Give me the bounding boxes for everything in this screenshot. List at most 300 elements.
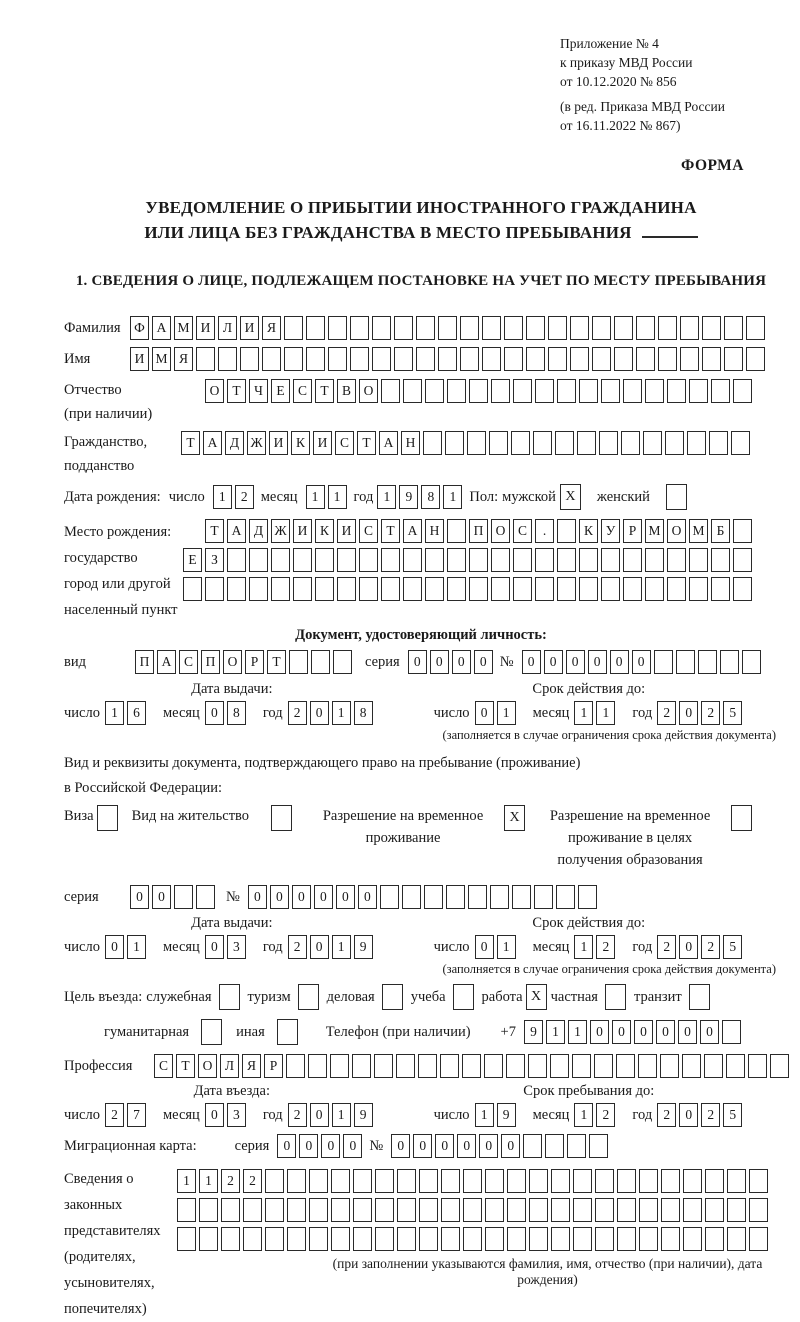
- form-cell[interactable]: 8: [421, 485, 440, 509]
- form-cell[interactable]: [724, 316, 743, 340]
- form-cell[interactable]: [614, 347, 633, 371]
- form-cell[interactable]: [416, 316, 435, 340]
- form-cell[interactable]: [704, 1054, 723, 1078]
- form-cell[interactable]: [645, 379, 664, 403]
- form-cell[interactable]: [507, 1198, 526, 1222]
- form-cell[interactable]: 1: [328, 485, 347, 509]
- birth-place-line2-input[interactable]: [183, 548, 755, 572]
- form-cell[interactable]: [284, 316, 303, 340]
- form-cell[interactable]: 0: [248, 885, 267, 909]
- purpose-transit-checkbox[interactable]: [689, 984, 710, 1010]
- form-cell[interactable]: [491, 548, 510, 572]
- form-cell[interactable]: [381, 577, 400, 601]
- form-cell[interactable]: 1: [568, 1020, 587, 1044]
- form-cell[interactable]: М: [645, 519, 664, 543]
- form-cell[interactable]: 2: [105, 1103, 124, 1127]
- form-cell[interactable]: 1: [177, 1169, 196, 1193]
- form-cell[interactable]: 1: [596, 701, 615, 725]
- form-cell[interactable]: [249, 577, 268, 601]
- form-cell[interactable]: Т: [176, 1054, 195, 1078]
- form-cell[interactable]: [328, 347, 347, 371]
- form-cell[interactable]: [557, 379, 576, 403]
- form-cell[interactable]: С: [513, 519, 532, 543]
- form-cell[interactable]: 1: [306, 485, 325, 509]
- form-cell[interactable]: 5: [723, 701, 742, 725]
- form-cell[interactable]: [742, 650, 761, 674]
- form-cell[interactable]: [394, 347, 413, 371]
- form-cell[interactable]: 0: [408, 650, 427, 674]
- form-cell[interactable]: [447, 519, 466, 543]
- form-cell[interactable]: [594, 1054, 613, 1078]
- form-cell[interactable]: 8: [227, 701, 246, 725]
- form-cell[interactable]: [577, 431, 596, 455]
- form-cell[interactable]: [441, 1169, 460, 1193]
- form-cell[interactable]: [601, 548, 620, 572]
- valid-year-input[interactable]: [657, 701, 745, 725]
- form-cell[interactable]: [689, 548, 708, 572]
- name-input[interactable]: [130, 347, 768, 371]
- form-cell[interactable]: [545, 1134, 564, 1158]
- form-cell[interactable]: [381, 548, 400, 572]
- form-cell[interactable]: 1: [497, 701, 516, 725]
- form-cell[interactable]: Т: [315, 379, 334, 403]
- form-cell[interactable]: 0: [679, 1103, 698, 1127]
- form-cell[interactable]: [667, 379, 686, 403]
- form-cell[interactable]: С: [179, 650, 198, 674]
- form-cell[interactable]: [416, 347, 435, 371]
- form-cell[interactable]: [592, 347, 611, 371]
- form-cell[interactable]: [661, 1169, 680, 1193]
- form-cell[interactable]: [447, 379, 466, 403]
- form-cell[interactable]: [705, 1169, 724, 1193]
- form-cell[interactable]: [617, 1169, 636, 1193]
- form-cell[interactable]: Л: [220, 1054, 239, 1078]
- form-cell[interactable]: [513, 577, 532, 601]
- form-cell[interactable]: 0: [336, 885, 355, 909]
- form-cell[interactable]: [350, 316, 369, 340]
- purpose-private-checkbox[interactable]: [605, 984, 626, 1010]
- form-cell[interactable]: [507, 1227, 526, 1251]
- purpose-business-checkbox[interactable]: [219, 984, 240, 1010]
- form-cell[interactable]: [419, 1198, 438, 1222]
- form-cell[interactable]: [702, 316, 721, 340]
- form-cell[interactable]: 2: [221, 1169, 240, 1193]
- form-cell[interactable]: [535, 577, 554, 601]
- form-cell[interactable]: [359, 577, 378, 601]
- profession-input[interactable]: [154, 1054, 792, 1078]
- form-cell[interactable]: [660, 1054, 679, 1078]
- form-cell[interactable]: [661, 1198, 680, 1222]
- form-cell[interactable]: [665, 431, 684, 455]
- form-cell[interactable]: Т: [227, 379, 246, 403]
- form-cell[interactable]: [639, 1227, 658, 1251]
- form-cell[interactable]: [352, 1054, 371, 1078]
- form-cell[interactable]: О: [491, 519, 510, 543]
- form-cell[interactable]: [353, 1169, 372, 1193]
- form-cell[interactable]: [617, 1227, 636, 1251]
- form-cell[interactable]: У: [601, 519, 620, 543]
- purpose-work-checkbox[interactable]: X: [526, 984, 547, 1010]
- form-cell[interactable]: [402, 885, 421, 909]
- form-cell[interactable]: 1: [332, 701, 351, 725]
- representatives-line3-input[interactable]: [177, 1227, 778, 1251]
- form-cell[interactable]: [306, 316, 325, 340]
- form-cell[interactable]: М: [152, 347, 171, 371]
- form-cell[interactable]: 0: [292, 885, 311, 909]
- form-cell[interactable]: [331, 1198, 350, 1222]
- form-cell[interactable]: [328, 316, 347, 340]
- form-cell[interactable]: [528, 1054, 547, 1078]
- form-cell[interactable]: [726, 1054, 745, 1078]
- purpose-humanitarian-checkbox[interactable]: [201, 1019, 222, 1045]
- form-cell[interactable]: 0: [588, 650, 607, 674]
- form-cell[interactable]: 1: [332, 1103, 351, 1127]
- form-cell[interactable]: 2: [657, 1103, 676, 1127]
- form-cell[interactable]: 0: [452, 650, 471, 674]
- sex-female-checkbox[interactable]: [666, 484, 687, 510]
- form-cell[interactable]: [227, 577, 246, 601]
- form-cell[interactable]: [447, 577, 466, 601]
- form-cell[interactable]: [636, 316, 655, 340]
- form-cell[interactable]: [381, 379, 400, 403]
- form-cell[interactable]: [698, 650, 717, 674]
- form-cell[interactable]: [639, 1198, 658, 1222]
- form-cell[interactable]: [403, 379, 422, 403]
- valid-month-input[interactable]: [574, 701, 618, 725]
- form-cell[interactable]: [676, 650, 695, 674]
- form-cell[interactable]: [424, 885, 443, 909]
- form-cell[interactable]: [570, 347, 589, 371]
- form-cell[interactable]: 0: [522, 650, 541, 674]
- valid-day-input[interactable]: [475, 701, 519, 725]
- form-cell[interactable]: [570, 316, 589, 340]
- form-cell[interactable]: 5: [723, 1103, 742, 1127]
- form-cell[interactable]: 0: [205, 701, 224, 725]
- form-cell[interactable]: [460, 347, 479, 371]
- form-cell[interactable]: [733, 548, 752, 572]
- form-cell[interactable]: 1: [105, 701, 124, 725]
- form-cell[interactable]: 0: [205, 935, 224, 959]
- form-cell[interactable]: [469, 379, 488, 403]
- form-cell[interactable]: [375, 1198, 394, 1222]
- form-cell[interactable]: [599, 431, 618, 455]
- form-cell[interactable]: [199, 1227, 218, 1251]
- form-cell[interactable]: [511, 431, 530, 455]
- form-cell[interactable]: [396, 1054, 415, 1078]
- migration-number-input[interactable]: [391, 1134, 611, 1158]
- form-cell[interactable]: И: [337, 519, 356, 543]
- form-cell[interactable]: 2: [657, 935, 676, 959]
- form-cell[interactable]: [243, 1227, 262, 1251]
- stay-month-input[interactable]: [574, 1103, 618, 1127]
- birth-place-line1-input[interactable]: [205, 519, 755, 543]
- form-cell[interactable]: [727, 1227, 746, 1251]
- form-cell[interactable]: 0: [679, 701, 698, 725]
- form-cell[interactable]: П: [201, 650, 220, 674]
- form-cell[interactable]: 0: [343, 1134, 362, 1158]
- form-cell[interactable]: 0: [501, 1134, 520, 1158]
- form-cell[interactable]: [177, 1227, 196, 1251]
- form-cell[interactable]: 1: [546, 1020, 565, 1044]
- form-cell[interactable]: [460, 316, 479, 340]
- form-cell[interactable]: [749, 1198, 768, 1222]
- form-cell[interactable]: [667, 577, 686, 601]
- form-cell[interactable]: [330, 1054, 349, 1078]
- patronymic-input[interactable]: [205, 379, 755, 403]
- form-cell[interactable]: 2: [701, 1103, 720, 1127]
- form-cell[interactable]: [689, 379, 708, 403]
- form-cell[interactable]: 0: [391, 1134, 410, 1158]
- form-cell[interactable]: [749, 1227, 768, 1251]
- form-cell[interactable]: Ж: [247, 431, 266, 455]
- form-cell[interactable]: 5: [723, 935, 742, 959]
- form-cell[interactable]: 2: [701, 701, 720, 725]
- form-cell[interactable]: 0: [314, 885, 333, 909]
- representatives-line1-input[interactable]: [177, 1169, 778, 1193]
- form-cell[interactable]: 1: [497, 935, 516, 959]
- form-cell[interactable]: 3: [227, 1103, 246, 1127]
- form-cell[interactable]: [513, 379, 532, 403]
- form-cell[interactable]: [403, 577, 422, 601]
- form-cell[interactable]: [337, 548, 356, 572]
- sex-male-checkbox[interactable]: X: [560, 484, 581, 510]
- form-cell[interactable]: М: [689, 519, 708, 543]
- form-cell[interactable]: Л: [218, 316, 237, 340]
- form-cell[interactable]: А: [203, 431, 222, 455]
- form-cell[interactable]: 0: [413, 1134, 432, 1158]
- form-cell[interactable]: [733, 519, 752, 543]
- form-cell[interactable]: 1: [574, 1103, 593, 1127]
- form-cell[interactable]: [177, 1198, 196, 1222]
- migration-series-input[interactable]: [277, 1134, 365, 1158]
- form-cell[interactable]: 2: [288, 935, 307, 959]
- issue-month-input[interactable]: [205, 701, 249, 725]
- form-cell[interactable]: [284, 347, 303, 371]
- residence-series-input[interactable]: [130, 885, 218, 909]
- form-cell[interactable]: 2: [657, 701, 676, 725]
- form-cell[interactable]: П: [469, 519, 488, 543]
- form-cell[interactable]: 7: [127, 1103, 146, 1127]
- form-cell[interactable]: [711, 548, 730, 572]
- form-cell[interactable]: [468, 885, 487, 909]
- form-cell[interactable]: [705, 1227, 724, 1251]
- form-cell[interactable]: [733, 577, 752, 601]
- form-cell[interactable]: 0: [457, 1134, 476, 1158]
- form-cell[interactable]: [287, 1198, 306, 1222]
- residence-valid-day-input[interactable]: [475, 935, 519, 959]
- form-cell[interactable]: [578, 885, 597, 909]
- form-cell[interactable]: А: [152, 316, 171, 340]
- form-cell[interactable]: 9: [497, 1103, 516, 1127]
- form-cell[interactable]: [601, 379, 620, 403]
- form-cell[interactable]: [770, 1054, 789, 1078]
- form-cell[interactable]: [306, 347, 325, 371]
- form-cell[interactable]: Ф: [130, 316, 149, 340]
- form-cell[interactable]: 0: [474, 650, 493, 674]
- purpose-tourism-checkbox[interactable]: [298, 984, 319, 1010]
- form-cell[interactable]: [199, 1198, 218, 1222]
- form-cell[interactable]: 0: [310, 1103, 329, 1127]
- form-cell[interactable]: [265, 1227, 284, 1251]
- form-cell[interactable]: А: [157, 650, 176, 674]
- form-cell[interactable]: [293, 577, 312, 601]
- form-cell[interactable]: [661, 1227, 680, 1251]
- form-cell[interactable]: 3: [227, 935, 246, 959]
- birth-place-line3-input[interactable]: [183, 577, 755, 601]
- form-cell[interactable]: [463, 1198, 482, 1222]
- form-cell[interactable]: [534, 885, 553, 909]
- form-cell[interactable]: О: [205, 379, 224, 403]
- form-cell[interactable]: .: [535, 519, 554, 543]
- form-cell[interactable]: 0: [321, 1134, 340, 1158]
- form-cell[interactable]: [397, 1169, 416, 1193]
- form-cell[interactable]: [711, 379, 730, 403]
- form-cell[interactable]: [372, 347, 391, 371]
- form-cell[interactable]: С: [154, 1054, 173, 1078]
- phone-input[interactable]: [524, 1020, 744, 1044]
- form-cell[interactable]: С: [359, 519, 378, 543]
- form-cell[interactable]: 0: [566, 650, 585, 674]
- form-cell[interactable]: [658, 347, 677, 371]
- form-cell[interactable]: [557, 519, 576, 543]
- entry-month-input[interactable]: [205, 1103, 249, 1127]
- form-cell[interactable]: [526, 347, 545, 371]
- form-cell[interactable]: Т: [267, 650, 286, 674]
- form-cell[interactable]: [523, 1134, 542, 1158]
- form-cell[interactable]: [262, 347, 281, 371]
- form-cell[interactable]: [353, 1198, 372, 1222]
- form-cell[interactable]: [504, 316, 523, 340]
- form-cell[interactable]: [331, 1227, 350, 1251]
- form-cell[interactable]: О: [223, 650, 242, 674]
- form-cell[interactable]: О: [359, 379, 378, 403]
- form-cell[interactable]: [579, 577, 598, 601]
- form-cell[interactable]: Н: [425, 519, 444, 543]
- citizenship-input[interactable]: [181, 431, 753, 455]
- form-cell[interactable]: [485, 1198, 504, 1222]
- form-cell[interactable]: [680, 347, 699, 371]
- form-cell[interactable]: [265, 1198, 284, 1222]
- form-cell[interactable]: [425, 577, 444, 601]
- form-cell[interactable]: [557, 577, 576, 601]
- form-cell[interactable]: [293, 548, 312, 572]
- form-cell[interactable]: 0: [205, 1103, 224, 1127]
- form-cell[interactable]: [589, 1134, 608, 1158]
- form-cell[interactable]: [489, 431, 508, 455]
- form-cell[interactable]: Е: [271, 379, 290, 403]
- form-cell[interactable]: [529, 1227, 548, 1251]
- form-cell[interactable]: [595, 1169, 614, 1193]
- form-cell[interactable]: [491, 577, 510, 601]
- residence-valid-year-input[interactable]: [657, 935, 745, 959]
- doc-series-input[interactable]: [408, 650, 496, 674]
- form-cell[interactable]: [573, 1227, 592, 1251]
- form-cell[interactable]: 0: [299, 1134, 318, 1158]
- form-cell[interactable]: [403, 548, 422, 572]
- form-cell[interactable]: [533, 431, 552, 455]
- form-cell[interactable]: 9: [524, 1020, 543, 1044]
- form-cell[interactable]: 0: [612, 1020, 631, 1044]
- form-cell[interactable]: [667, 548, 686, 572]
- form-cell[interactable]: [567, 1134, 586, 1158]
- temp-residence-edu-checkbox[interactable]: [731, 805, 752, 831]
- form-cell[interactable]: [548, 347, 567, 371]
- form-cell[interactable]: 2: [243, 1169, 262, 1193]
- form-cell[interactable]: [709, 431, 728, 455]
- form-cell[interactable]: [639, 1169, 658, 1193]
- form-cell[interactable]: [702, 347, 721, 371]
- form-cell[interactable]: [638, 1054, 657, 1078]
- issue-year-input[interactable]: [288, 701, 376, 725]
- residence-issue-day-input[interactable]: [105, 935, 149, 959]
- form-cell[interactable]: Т: [381, 519, 400, 543]
- form-cell[interactable]: [375, 1169, 394, 1193]
- form-cell[interactable]: Р: [264, 1054, 283, 1078]
- form-cell[interactable]: 2: [288, 701, 307, 725]
- form-cell[interactable]: [579, 548, 598, 572]
- surname-input[interactable]: [130, 316, 768, 340]
- form-cell[interactable]: Н: [401, 431, 420, 455]
- form-cell[interactable]: 2: [288, 1103, 307, 1127]
- form-cell[interactable]: [467, 431, 486, 455]
- form-cell[interactable]: 0: [105, 935, 124, 959]
- residence-number-input[interactable]: [248, 885, 600, 909]
- form-cell[interactable]: [623, 379, 642, 403]
- form-cell[interactable]: 2: [235, 485, 254, 509]
- form-cell[interactable]: [243, 1198, 262, 1222]
- form-cell[interactable]: [720, 650, 739, 674]
- form-cell[interactable]: 0: [130, 885, 149, 909]
- form-cell[interactable]: 0: [475, 701, 494, 725]
- form-cell[interactable]: 0: [152, 885, 171, 909]
- form-cell[interactable]: [394, 316, 413, 340]
- form-cell[interactable]: [595, 1227, 614, 1251]
- form-cell[interactable]: [469, 577, 488, 601]
- form-cell[interactable]: [438, 347, 457, 371]
- form-cell[interactable]: [380, 885, 399, 909]
- form-cell[interactable]: Т: [181, 431, 200, 455]
- form-cell[interactable]: [727, 1198, 746, 1222]
- form-cell[interactable]: О: [667, 519, 686, 543]
- form-cell[interactable]: [746, 347, 765, 371]
- form-cell[interactable]: С: [335, 431, 354, 455]
- residence-issue-month-input[interactable]: [205, 935, 249, 959]
- form-cell[interactable]: [350, 347, 369, 371]
- form-cell[interactable]: [683, 1169, 702, 1193]
- form-cell[interactable]: [331, 1169, 350, 1193]
- form-cell[interactable]: [526, 316, 545, 340]
- form-cell[interactable]: [221, 1227, 240, 1251]
- form-cell[interactable]: 0: [479, 1134, 498, 1158]
- residence-permit-checkbox[interactable]: [271, 805, 292, 831]
- form-cell[interactable]: [463, 1169, 482, 1193]
- form-cell[interactable]: Е: [183, 548, 202, 572]
- form-cell[interactable]: [337, 577, 356, 601]
- form-cell[interactable]: [485, 1169, 504, 1193]
- form-cell[interactable]: И: [293, 519, 312, 543]
- stay-day-input[interactable]: [475, 1103, 519, 1127]
- form-cell[interactable]: [507, 1169, 526, 1193]
- form-cell[interactable]: М: [174, 316, 193, 340]
- form-cell[interactable]: [573, 1169, 592, 1193]
- form-cell[interactable]: [746, 316, 765, 340]
- form-cell[interactable]: [440, 1054, 459, 1078]
- doc-kind-input[interactable]: [135, 650, 355, 674]
- form-cell[interactable]: [727, 1169, 746, 1193]
- form-cell[interactable]: 0: [544, 650, 563, 674]
- form-cell[interactable]: К: [315, 519, 334, 543]
- form-cell[interactable]: [221, 1198, 240, 1222]
